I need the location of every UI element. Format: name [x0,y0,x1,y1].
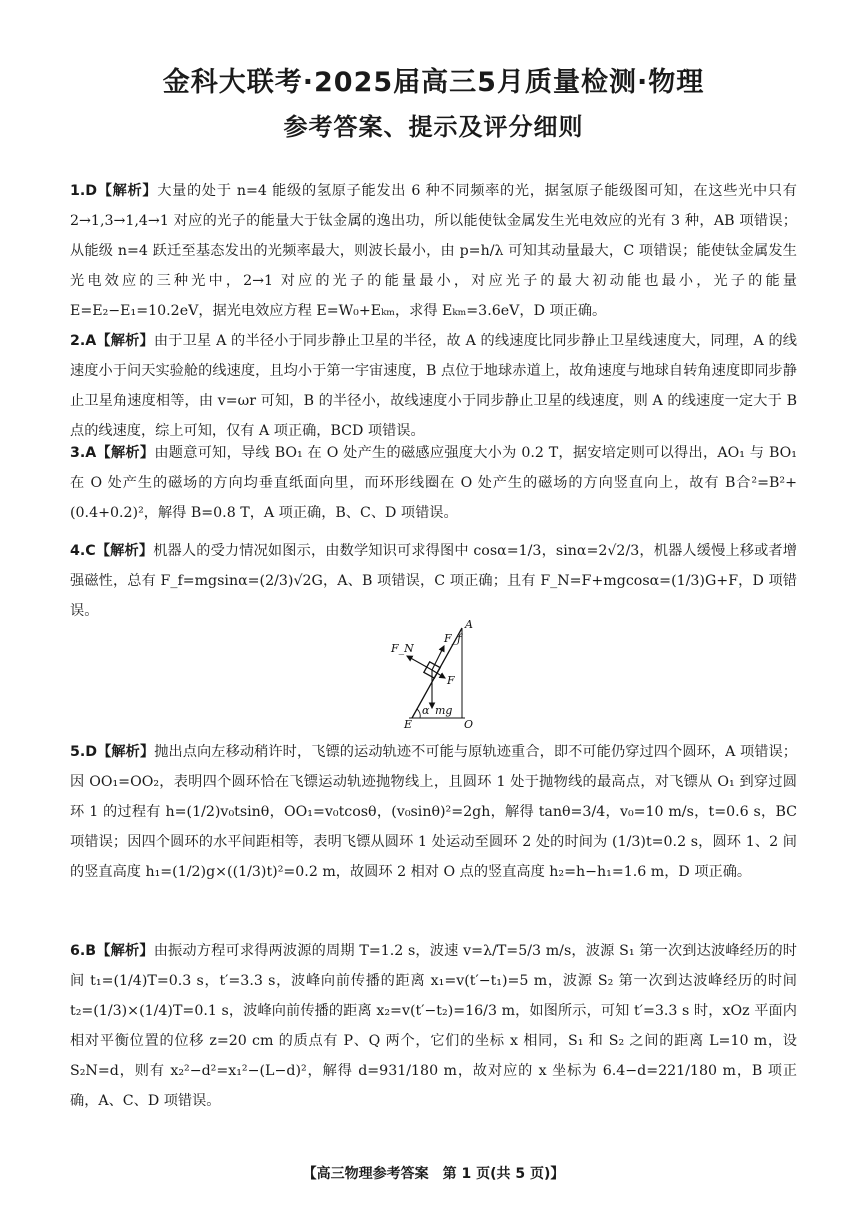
answer-4 [70,536,797,626]
answer-6 [70,936,797,1116]
answer-text: 机器人的受力情况如图示，由数学知识可求得图中 cosα=1/3，sinα=2√2/3，机器人缓慢上移或者增强磁性，总有 F_f=mgsinα=(2/3)√2G，A、B 项错误，C 项正确；且有 F_N=F+mgcosα=(1/3)G+F，D 项错误。 [70,543,797,619]
label-mg: mg [435,704,453,717]
label-ff: F_f [444,632,462,645]
answer-tag: 1.D【解析】 [70,183,158,199]
answer-tag: 4.C【解析】 [70,543,154,559]
normal-force-arrow [407,656,432,670]
alpha-arc [417,709,420,718]
page-subtitle: 参考答案、提示及评分细则 [283,113,584,141]
answer-2 [70,326,797,446]
page-footer: 【高三物理参考答案 第 1 页(共 5 页)】 [302,1166,565,1182]
label-a: A [465,618,473,631]
label-e: E [404,718,413,730]
answer-tag: 5.D【解析】 [70,744,155,760]
label-fn: F_N [391,642,414,655]
answer-tag: 6.B【解析】 [70,943,154,959]
answer-text: 由题意可知，导线 BO₁ 在 O 处产生的磁感应强度大小为 0.2 T，据安培定则可以得出，AO₁ 与 BO₁ 在 O 处产生的磁场的方向均垂直纸面向里，而环形线圈在 O 处产生的磁场的方向竖直向上，故有 B合²=B²+(0.4+0.2)²，解得 B=0.8 T，A 项正确，B、C、D 项错误。 [70,445,797,521]
label-o: O [464,718,474,730]
answer-text: 抛出点向左移动稍许时，飞镖的运动轨迹不可能与原轨迹重合，即不可能仍穿过四个圆环，A 项错误；因 OO₁=OO₂，表明四个圆环恰在飞镖运动轨迹抛物线上，且圆环 1 处于抛物线的最高点，对飞镖从 O₁ 到穿过圆环 1 的过程有 h=(1/2)v₀tsinθ，OO₁=v₀tcosθ，(v₀sinθ)²=2gh，解得 tanθ=3/4，v₀=10 m/s，t=0.6 s，BC 项错误；因四个圆环的水平间距相等，表明飞镖从圆环 1 处运动至圆环 2 处的时间为 (1/3)t=0.2 s，圆环 1、2 间的竖直高度 h₁=(1/2)g×((1/3)t)²=0.2 m，故圆环 2 相对 O 点的竖直高度 h₂=h−h₁=1.6 m，D 项正确。 [70,744,797,880]
page-title: 金科大联考·2025届高三5月质量检测·物理 [162,67,705,98]
force-diagram [385,618,495,730]
answer-3 [70,438,797,528]
answer-text: 大量的处于 n=4 能级的氢原子能发出 6 种不同频率的光，据氢原子能级图可知，在这些光中只有 2→1,3→1,4→1 对应的光子的能量大于钛金属的逸出功，所以能使钛金属发生光电效应的光有 3 种，AB 项错误；从能级 n=4 跃迁至基态发出的光频率最大，则波长最小，由 p=h/λ 可知其动量最大，C 项错误；能使钛金属发生光电效应的三种光中，2→1 对应的光子的能量最小，对应光子的最大初动能也最小，光子的能量 E=E₂−E₁=10.2eV，据光电效应方程 E=W₀+Eₖₘ，求得 Eₖₘ=3.6eV，D 项正确。 [70,183,797,319]
label-f: F [447,674,455,687]
answer-tag: 2.A【解析】 [70,333,154,349]
label-alpha: α [422,704,430,717]
answer-1 [70,176,797,326]
answer-text: 由振动方程可求得两波源的周期 T=1.2 s，波速 v=λ/T=5/3 m/s，波源 S₁ 第一次到达波峰经历的时间 t₁=(1/4)T=0.3 s，t′=3.3 s，波峰向前传播的距离 x₁=v(t′−t₁)=5 m，波源 S₂ 第一次到达波峰经历的时间 t₂=(1/3)×(1/4)T=0.1 s，波峰向前传播的距离 x₂=v(t′−t₂)=16/3 m，如图所示，可知 t′=3.3 s 时，xOz 平面内相对平衡位置的位移 z=20 cm 的质点有 P、Q 两个，它们的坐标 x 相同，S₁ 和 S₂ 之间的距离 L=10 m，设 S₂N=d，则有 x₂²−d²=x₁²−(L−d)²，解得 d=931/180 m，故对应的 x 坐标为 6.4−d=221/180 m，B 项正确，A、C、D 项错误。 [70,943,797,1109]
answer-5 [70,737,797,887]
answer-text: 由于卫星 A 的半径小于同步静止卫星的半径，故 A 的线速度比同步静止卫星线速度大，同理，A 的线速度小于问天实验舱的线速度，且均小于第一宇宙速度，B 点位于地球赤道上，故角速度与地球自转角速度即同步静止卫星角速度相等，由 v=ωr 可知，B 的半径小，故线速度小于同步静止卫星的线速度，则 A 的线速度一定大于 B 点的线速度，综上可知，仅有 A 项正确，BCD 项错误。 [70,333,797,439]
answer-tag: 3.A【解析】 [70,445,155,461]
